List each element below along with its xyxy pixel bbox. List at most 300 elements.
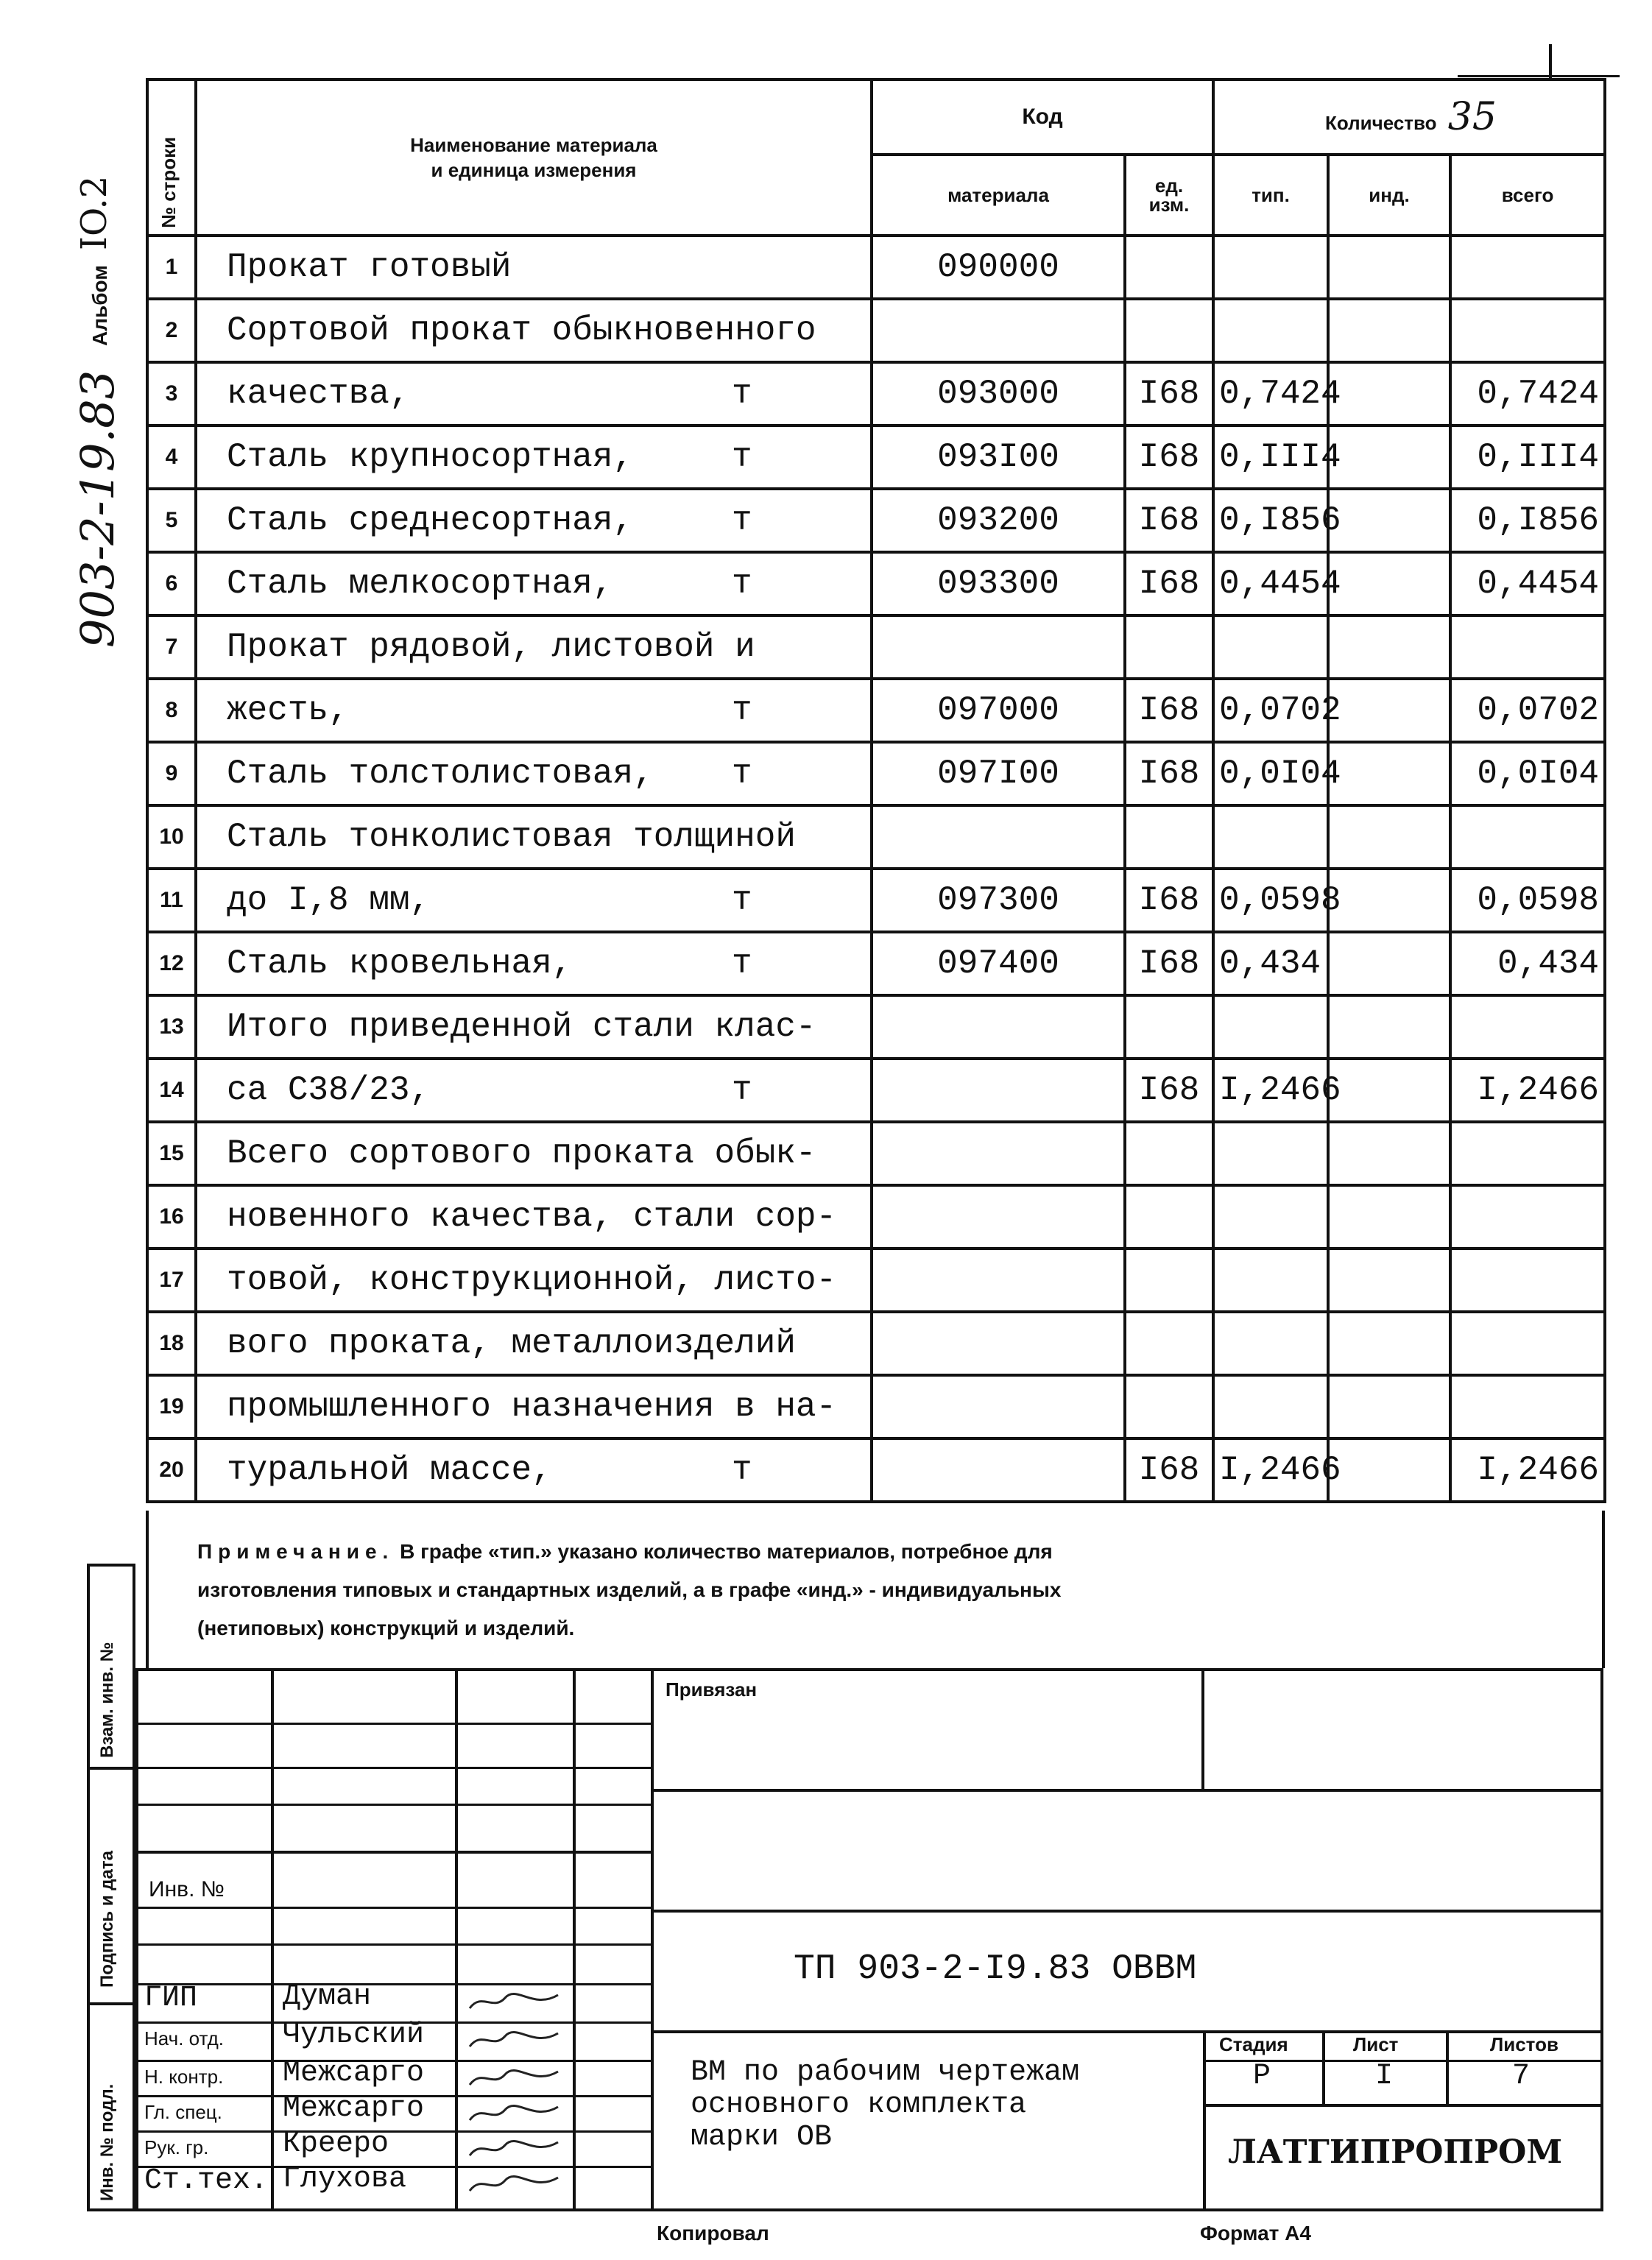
row-number bbox=[147, 425, 196, 489]
staff-name: Чульский bbox=[283, 2019, 425, 2052]
note-label: Примечание. bbox=[197, 1540, 395, 1563]
unit-symbol: т bbox=[732, 375, 752, 413]
staff-grid bbox=[138, 1671, 654, 2208]
signature bbox=[467, 2136, 562, 2161]
qty-ind bbox=[1328, 236, 1450, 299]
material-name-text: Сталь крупносортная, bbox=[227, 438, 634, 476]
unit-code bbox=[1125, 1375, 1213, 1438]
qty-total bbox=[1450, 1122, 1605, 1185]
row-number bbox=[147, 489, 196, 552]
row-number bbox=[147, 1122, 196, 1185]
document-code-area bbox=[654, 1910, 1600, 2033]
unit-symbol: т bbox=[732, 1071, 752, 1109]
header-ind: инд. bbox=[1328, 155, 1450, 236]
row-number bbox=[147, 679, 196, 742]
spec-rows bbox=[147, 236, 1605, 1502]
qty-typ-text: 0,4454 bbox=[1219, 565, 1341, 603]
staff-name: Крееро bbox=[283, 2127, 389, 2161]
unit-code-text: I68 bbox=[1138, 755, 1200, 793]
table-row bbox=[147, 1312, 1605, 1375]
material-code bbox=[872, 299, 1125, 362]
material-name-text: вого проката, металлоизделий bbox=[227, 1324, 796, 1363]
material-name bbox=[196, 615, 872, 679]
unit-symbol: т bbox=[732, 565, 752, 603]
row-number-text: 15 bbox=[159, 1141, 184, 1165]
material-name bbox=[196, 425, 872, 489]
qty-total bbox=[1450, 869, 1605, 932]
album-label bbox=[88, 265, 111, 347]
material-code bbox=[872, 552, 1125, 615]
material-name-text: Всего сортового проката обык- bbox=[227, 1134, 816, 1173]
material-name bbox=[196, 1122, 872, 1185]
qty-typ-text: 0,0702 bbox=[1219, 691, 1341, 730]
unit-symbol: т bbox=[732, 501, 752, 540]
qty-ind bbox=[1328, 362, 1450, 425]
side-label-inv-podl-text: Инв. № подл. bbox=[97, 2083, 117, 2201]
material-code-text: 097300 bbox=[937, 881, 1059, 919]
side-label-inv-podl bbox=[97, 2083, 117, 2202]
material-code-text: 097I00 bbox=[937, 755, 1059, 793]
header-unit-code: ед. изм. bbox=[1125, 155, 1213, 236]
qty-ind bbox=[1328, 489, 1450, 552]
unit-symbol: т bbox=[732, 944, 752, 983]
material-name bbox=[196, 679, 872, 742]
material-name bbox=[196, 552, 872, 615]
signature bbox=[467, 2066, 562, 2091]
table-row bbox=[147, 362, 1605, 425]
description-line-2: основного комплекта bbox=[691, 2088, 1027, 2122]
qty-ind bbox=[1328, 679, 1450, 742]
note-line1: В графе «тип.» указано количество материалов, потребное для bbox=[394, 1540, 1053, 1563]
qty-ind bbox=[1328, 425, 1450, 489]
material-name-text: Итого приведенной стали клас- bbox=[227, 1008, 816, 1046]
material-code-text: 093000 bbox=[937, 375, 1059, 413]
unit-code bbox=[1125, 805, 1213, 869]
qty-total bbox=[1450, 1312, 1605, 1375]
material-code bbox=[872, 995, 1125, 1059]
qty-ind bbox=[1328, 1185, 1450, 1249]
material-name bbox=[196, 299, 872, 362]
material-name bbox=[196, 1438, 872, 1502]
material-code bbox=[872, 615, 1125, 679]
staff-name: Глухова bbox=[283, 2163, 407, 2196]
row-number-text: 9 bbox=[165, 761, 178, 785]
row-number-text: 18 bbox=[159, 1331, 184, 1355]
unit-code bbox=[1125, 1438, 1213, 1502]
qty-total-text: 0,0598 bbox=[1477, 881, 1600, 919]
qty-typ bbox=[1213, 1249, 1328, 1312]
material-code-text: 093I00 bbox=[937, 438, 1059, 476]
unit-code bbox=[1125, 489, 1213, 552]
material-name-text: Сталь мелкосортная, bbox=[227, 565, 613, 603]
qty-ind bbox=[1328, 932, 1450, 995]
qty-typ bbox=[1213, 425, 1341, 489]
qty-typ-text: 0,434 bbox=[1219, 944, 1321, 983]
note-line3: (нетиповых) конструкций и изделий. bbox=[197, 1617, 575, 1639]
unit-code bbox=[1125, 1312, 1213, 1375]
row-number-text: 19 bbox=[159, 1394, 184, 1419]
row-number bbox=[147, 995, 196, 1059]
qty-typ bbox=[1213, 1375, 1328, 1438]
stage-area bbox=[1206, 2030, 1600, 2107]
qty-total bbox=[1450, 489, 1605, 552]
document-code: ТП 903-2-I9.83 ОВВМ bbox=[794, 1949, 1197, 1989]
qty-typ bbox=[1213, 1122, 1328, 1185]
material-name-text: Сталь толстолистовая, bbox=[227, 755, 654, 793]
material-name bbox=[196, 1249, 872, 1312]
row-number-text: 14 bbox=[159, 1078, 184, 1102]
material-code bbox=[872, 932, 1125, 995]
qty-total bbox=[1450, 1185, 1605, 1249]
table-row bbox=[147, 1438, 1605, 1502]
material-code bbox=[872, 1438, 1125, 1502]
unit-symbol: т bbox=[732, 1451, 752, 1489]
qty-ind bbox=[1328, 1059, 1450, 1122]
sheets-label: Листов bbox=[1490, 2033, 1559, 2055]
material-name-text: Сталь кровельная, bbox=[227, 944, 573, 983]
row-number-text: 4 bbox=[165, 445, 178, 469]
qty-total bbox=[1450, 679, 1605, 742]
sheet-label: Лист bbox=[1353, 2033, 1399, 2055]
qty-ind bbox=[1328, 1122, 1450, 1185]
material-name-text: жесть, bbox=[227, 691, 349, 730]
material-name bbox=[196, 742, 872, 805]
row-number bbox=[147, 1249, 196, 1312]
qty-typ bbox=[1213, 1185, 1328, 1249]
privyazan-label: Привязан bbox=[666, 1678, 758, 1701]
material-name bbox=[196, 995, 872, 1059]
qty-total-text: 0,434 bbox=[1497, 944, 1600, 983]
unit-code-text: I68 bbox=[1138, 565, 1200, 603]
staff-role: Гл. спец. bbox=[144, 2101, 222, 2123]
material-code bbox=[872, 1312, 1125, 1375]
material-code bbox=[872, 425, 1125, 489]
material-code-text: 097400 bbox=[937, 944, 1059, 983]
qty-total bbox=[1450, 1059, 1605, 1122]
qty-typ bbox=[1213, 236, 1328, 299]
side-label-podpis-text: Подпись и дата bbox=[97, 1851, 117, 1988]
row-number bbox=[147, 1312, 196, 1375]
qty-typ-text: 0,I856 bbox=[1219, 501, 1341, 540]
material-name bbox=[196, 236, 872, 299]
material-name-text: Сталь тонколистовая толщиной bbox=[227, 818, 796, 856]
unit-code-text: I68 bbox=[1138, 438, 1200, 476]
unit-symbol: т bbox=[732, 438, 752, 476]
table-row bbox=[147, 995, 1605, 1059]
top-tick bbox=[1549, 44, 1552, 80]
material-code bbox=[872, 1059, 1125, 1122]
material-name-text: Прокат рядовой, листовой и bbox=[227, 628, 755, 666]
header-total: всего bbox=[1450, 155, 1605, 236]
organization: ЛАТГИПРОПРОМ bbox=[1228, 2133, 1563, 2171]
table-row bbox=[147, 1059, 1605, 1122]
header-material-code: материала bbox=[872, 155, 1125, 236]
table-row bbox=[147, 1249, 1605, 1312]
unit-symbol: т bbox=[732, 881, 752, 919]
table-row bbox=[147, 1375, 1605, 1438]
header-row-no bbox=[147, 80, 196, 236]
material-name bbox=[196, 869, 872, 932]
material-name bbox=[196, 932, 872, 995]
sheets-value: 7 bbox=[1512, 2060, 1531, 2093]
row-number-text: 12 bbox=[159, 951, 184, 975]
unit-code bbox=[1125, 1249, 1213, 1312]
table-row bbox=[147, 489, 1605, 552]
qty-typ bbox=[1213, 1059, 1341, 1122]
side-divider-1 bbox=[87, 1767, 135, 1770]
qty-typ-text: 0,7424 bbox=[1219, 375, 1341, 413]
qty-ind bbox=[1328, 1438, 1450, 1502]
unit-code bbox=[1125, 869, 1213, 932]
inv-no-label: Инв. № bbox=[149, 1877, 225, 1901]
material-name-text: до I,8 мм, bbox=[227, 881, 431, 919]
table-row bbox=[147, 932, 1605, 995]
row-number-text: 5 bbox=[165, 508, 178, 532]
material-code bbox=[872, 1122, 1125, 1185]
row-number-text: 6 bbox=[165, 571, 178, 596]
qty-total bbox=[1450, 932, 1605, 995]
unit-code bbox=[1125, 615, 1213, 679]
table-row bbox=[147, 299, 1605, 362]
note-box bbox=[146, 1511, 1605, 1668]
table-row bbox=[147, 805, 1605, 869]
description-line-1: ВМ по рабочим чертежам bbox=[691, 2056, 1080, 2089]
qty-ind bbox=[1328, 552, 1450, 615]
qty-total bbox=[1450, 1438, 1605, 1502]
sheet-value: I bbox=[1375, 2060, 1394, 2093]
side-label-vzam bbox=[97, 1642, 117, 1759]
unit-code-text: I68 bbox=[1138, 1071, 1200, 1109]
row-number bbox=[147, 932, 196, 995]
project-code-text: 903-2-19.83 bbox=[71, 370, 124, 648]
qty-typ-text: 0,0I04 bbox=[1219, 755, 1341, 793]
material-name bbox=[196, 1375, 872, 1438]
table-row bbox=[147, 425, 1605, 489]
unit-code bbox=[1125, 995, 1213, 1059]
staff-role: Нач. отд. bbox=[144, 2027, 224, 2049]
qty-total-text: 0,III4 bbox=[1477, 438, 1600, 476]
unit-code bbox=[1125, 236, 1213, 299]
qty-total bbox=[1450, 552, 1605, 615]
title-block bbox=[135, 1668, 1603, 2211]
unit-symbol: т bbox=[732, 691, 752, 730]
qty-total-text: I,2466 bbox=[1477, 1451, 1600, 1489]
row-number-text: 11 bbox=[160, 888, 183, 912]
qty-typ-text: 0,III4 bbox=[1219, 438, 1341, 476]
qty-ind bbox=[1328, 299, 1450, 362]
unit-code-text: I68 bbox=[1138, 375, 1200, 413]
unit-symbol: т bbox=[732, 755, 752, 793]
row-number-text: 3 bbox=[165, 381, 178, 406]
qty-total bbox=[1450, 615, 1605, 679]
qty-total-text: 0,0I04 bbox=[1477, 755, 1600, 793]
unit-code bbox=[1125, 679, 1213, 742]
material-name bbox=[196, 1185, 872, 1249]
spec-table bbox=[146, 78, 1606, 1503]
qty-typ bbox=[1213, 869, 1341, 932]
qty-ind bbox=[1328, 995, 1450, 1059]
quantity-handwritten: 35 bbox=[1447, 95, 1497, 139]
unit-code-text: I68 bbox=[1138, 1451, 1200, 1489]
material-name-text: новенного качества, стали сор- bbox=[227, 1198, 837, 1236]
album-number-text: IO.2 bbox=[74, 175, 115, 250]
material-code bbox=[872, 236, 1125, 299]
qty-typ bbox=[1213, 932, 1328, 995]
material-name-text: Сталь среднесортная, bbox=[227, 501, 634, 540]
material-code bbox=[872, 1249, 1125, 1312]
qty-typ-text: I,2466 bbox=[1219, 1071, 1341, 1109]
unit-code-text: I68 bbox=[1138, 881, 1200, 919]
row-number bbox=[147, 1438, 196, 1502]
footer-copied: Копировал bbox=[657, 2222, 769, 2245]
note-line2: изготовления типовых и стандартных изделий, а в графе «инд.» - индивидуальных bbox=[197, 1578, 1062, 1601]
header-row-no-text: № строки bbox=[158, 136, 180, 228]
side-divider-2 bbox=[87, 2002, 135, 2005]
signature bbox=[467, 1989, 562, 2014]
row-number bbox=[147, 552, 196, 615]
staff-role: ГИП bbox=[144, 1982, 198, 2015]
header-code: Код bbox=[872, 80, 1213, 155]
header-quantity bbox=[1213, 80, 1605, 155]
material-name-text: Прокат готовый bbox=[227, 248, 512, 286]
qty-ind bbox=[1328, 615, 1450, 679]
material-code bbox=[872, 489, 1125, 552]
row-number-text: 8 bbox=[165, 698, 178, 722]
unit-code bbox=[1125, 742, 1213, 805]
qty-total bbox=[1450, 805, 1605, 869]
unit-code bbox=[1125, 299, 1213, 362]
qty-total bbox=[1450, 425, 1605, 489]
stage-value: Р bbox=[1253, 2060, 1271, 2093]
table-row bbox=[147, 615, 1605, 679]
blank-area bbox=[654, 1789, 1600, 1913]
unit-code bbox=[1125, 1122, 1213, 1185]
material-code bbox=[872, 869, 1125, 932]
top-rule bbox=[1458, 75, 1620, 77]
material-code bbox=[872, 362, 1125, 425]
qty-total bbox=[1450, 1375, 1605, 1438]
row-number-text: 2 bbox=[165, 318, 178, 342]
row-number-text: 20 bbox=[159, 1458, 184, 1482]
row-number bbox=[147, 1375, 196, 1438]
table-row bbox=[147, 679, 1605, 742]
qty-typ-text: 0,0598 bbox=[1219, 881, 1341, 919]
row-number-text: 7 bbox=[165, 635, 178, 659]
unit-code-text: I68 bbox=[1138, 501, 1200, 540]
staff-name: Межсарго bbox=[283, 2057, 425, 2090]
qty-ind bbox=[1328, 869, 1450, 932]
row-number-text: 17 bbox=[159, 1268, 184, 1292]
signature bbox=[467, 2027, 562, 2052]
staff-role: Рук. гр. bbox=[144, 2136, 209, 2158]
qty-ind bbox=[1328, 1249, 1450, 1312]
material-name bbox=[196, 1059, 872, 1122]
staff-name: Межсарго bbox=[283, 2092, 425, 2125]
material-code bbox=[872, 679, 1125, 742]
staff-role: Н. контр. bbox=[144, 2066, 224, 2088]
material-code bbox=[872, 1185, 1125, 1249]
description-area bbox=[654, 2030, 1206, 2208]
table-row bbox=[147, 742, 1605, 805]
row-number bbox=[147, 299, 196, 362]
table-row bbox=[147, 552, 1605, 615]
material-name bbox=[196, 805, 872, 869]
unit-code bbox=[1125, 1185, 1213, 1249]
unit-code bbox=[1125, 425, 1213, 489]
qty-typ bbox=[1213, 679, 1341, 742]
signature bbox=[467, 2172, 562, 2197]
qty-total-text: 0,I856 bbox=[1477, 501, 1600, 540]
qty-ind bbox=[1328, 1312, 1450, 1375]
unit-code bbox=[1125, 932, 1213, 995]
table-row bbox=[147, 869, 1605, 932]
material-name-text: качества, bbox=[227, 375, 410, 413]
description-line-3: марки ОВ bbox=[691, 2121, 833, 2154]
material-code-text: 093200 bbox=[937, 501, 1059, 540]
unit-code-text: I68 bbox=[1138, 944, 1200, 983]
header-typ: тип. bbox=[1213, 155, 1328, 236]
row-number-text: 10 bbox=[159, 824, 184, 849]
material-code-text: 093300 bbox=[937, 565, 1059, 603]
material-name-text: промышленного назначения в на- bbox=[227, 1388, 837, 1426]
qty-total bbox=[1450, 742, 1605, 805]
material-code bbox=[872, 1375, 1125, 1438]
qty-typ bbox=[1213, 299, 1328, 362]
qty-typ bbox=[1213, 552, 1341, 615]
side-label-vzam-text: Взам. инв. № bbox=[97, 1642, 117, 1758]
row-number-text: 1 bbox=[165, 255, 178, 279]
row-number bbox=[147, 236, 196, 299]
qty-typ bbox=[1213, 805, 1328, 869]
material-name-text: са С38/23, bbox=[227, 1071, 431, 1109]
privyazan-area bbox=[654, 1671, 1600, 1792]
qty-total bbox=[1450, 995, 1605, 1059]
stage-label: Стадия bbox=[1219, 2033, 1288, 2055]
unit-code bbox=[1125, 362, 1213, 425]
qty-typ bbox=[1213, 1438, 1341, 1502]
unit-code bbox=[1125, 1059, 1213, 1122]
qty-typ bbox=[1213, 362, 1341, 425]
material-code bbox=[872, 805, 1125, 869]
signature bbox=[467, 2101, 562, 2126]
material-name-text: товой, конструкционной, листо- bbox=[227, 1261, 837, 1299]
row-number bbox=[147, 742, 196, 805]
qty-typ bbox=[1213, 1312, 1328, 1375]
album-label-text: Альбом bbox=[88, 265, 111, 346]
row-number bbox=[147, 805, 196, 869]
footer-format: Формат А4 bbox=[1200, 2222, 1311, 2245]
row-number bbox=[147, 1059, 196, 1122]
qty-total-text: 0,4454 bbox=[1477, 565, 1600, 603]
row-number bbox=[147, 869, 196, 932]
row-number bbox=[147, 362, 196, 425]
unit-code-text: I68 bbox=[1138, 691, 1200, 730]
qty-ind bbox=[1328, 805, 1450, 869]
qty-ind bbox=[1328, 742, 1450, 805]
qty-total bbox=[1450, 299, 1605, 362]
qty-total-text: 0,0702 bbox=[1477, 691, 1600, 730]
material-code bbox=[872, 742, 1125, 805]
qty-typ bbox=[1213, 995, 1328, 1059]
qty-total bbox=[1450, 362, 1605, 425]
qty-ind bbox=[1328, 1375, 1450, 1438]
qty-total bbox=[1450, 236, 1605, 299]
material-code-text: 097000 bbox=[937, 691, 1059, 730]
unit-code bbox=[1125, 552, 1213, 615]
row-number bbox=[147, 615, 196, 679]
material-code-text: 090000 bbox=[937, 248, 1059, 286]
table-row bbox=[147, 1122, 1605, 1185]
